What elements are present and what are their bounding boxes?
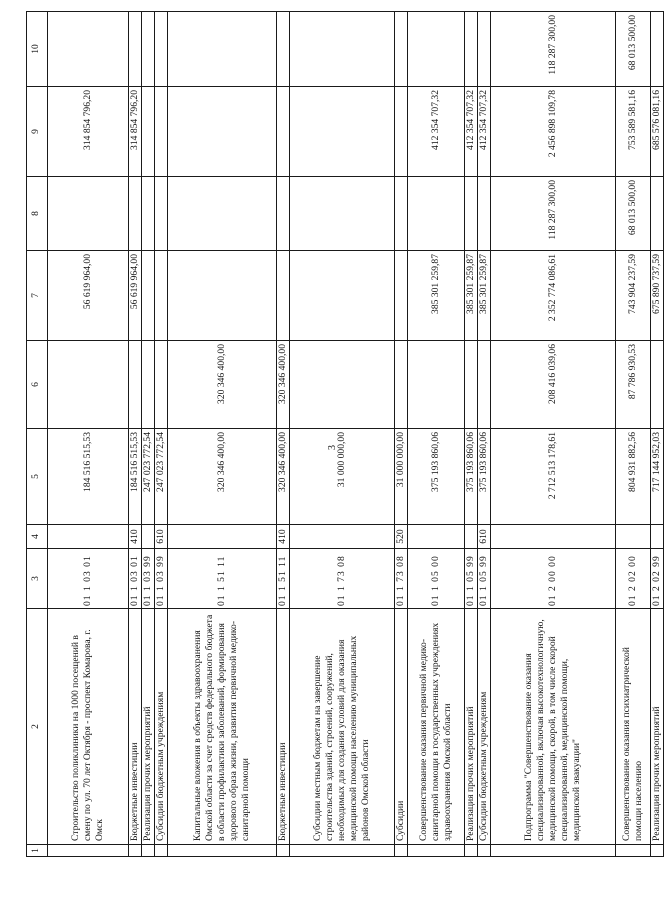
row-value-col7: 385 301 259,87 (477, 251, 490, 341)
row-value-col7 (154, 251, 167, 341)
row-name-cell: Подпрограмма "Совершенствование оказания специализированной, включая высокотехнологичную, медицинской помощи, скорой, в том числе скорой специализированной, медицинской помощи, медицинской эвакуации" (490, 609, 615, 845)
row-name-cell: Субсидии бюджетным учреждениям (477, 609, 490, 845)
row-code-cell: 01 1 03 01 (129, 549, 142, 609)
row-value-col7 (394, 251, 407, 341)
row-code-cell: 01 1 03 99 (141, 549, 154, 609)
row-value-col10 (650, 12, 663, 87)
row-value-col8 (48, 177, 129, 251)
row-value-col9 (141, 87, 154, 177)
row-value-col6 (650, 341, 663, 429)
row-value-col8 (394, 177, 407, 251)
header-cell-3: 3 (27, 549, 48, 609)
row-index-cell (289, 845, 394, 857)
row-value-col8 (141, 177, 154, 251)
header-row (27, 12, 48, 857)
row-value-col10: 68 013 500,00 (615, 12, 650, 87)
table-row (615, 12, 650, 857)
row-code-cell: 01 1 73 08 (394, 549, 407, 609)
row-value-col6: 87 786 930,53 (615, 341, 650, 429)
table-row (650, 12, 663, 857)
header-cell-7: 7 (27, 251, 48, 341)
table-row (129, 12, 142, 857)
row-index-cell (129, 845, 142, 857)
row-kind-cell (48, 525, 129, 549)
row-value-col8 (129, 177, 142, 251)
row-code-cell: 01 2 02 99 (650, 549, 663, 609)
row-name-cell: Бюджетные инвестиции (129, 609, 142, 845)
table-row (407, 12, 464, 857)
row-name-cell: Реализация прочих мероприятий (464, 609, 477, 845)
row-value-col7: 675 890 737,59 (650, 251, 663, 341)
row-value-col9: 412 354 707,32 (477, 87, 490, 177)
row-value-col6 (48, 341, 129, 429)
row-kind-cell (141, 525, 154, 549)
row-value-col6 (289, 341, 394, 429)
row-code-cell: 01 1 03 01 (48, 549, 129, 609)
row-code-cell: 01 1 51 11 (167, 549, 276, 609)
row-index-cell (464, 845, 477, 857)
row-value-col6 (477, 341, 490, 429)
row-value-col10 (141, 12, 154, 87)
row-value-col6 (141, 341, 154, 429)
row-value-col8 (276, 177, 289, 251)
row-index-cell (407, 845, 464, 857)
table-row (167, 12, 276, 857)
row-value-col8: 68 013 500,00 (615, 177, 650, 251)
row-kind-cell (490, 525, 615, 549)
row-value-col7: 56 619 964,00 (48, 251, 129, 341)
row-value-col10 (129, 12, 142, 87)
row-value-col8 (154, 177, 167, 251)
row-value-col5: 247 023 772,54 (141, 429, 154, 525)
row-value-col8: 118 287 300,00 (490, 177, 615, 251)
row-value-col5: 247 023 772,54 (154, 429, 167, 525)
row-code-cell: 01 2 00 00 (490, 549, 615, 609)
row-value-col9: 314 854 796,20 (129, 87, 142, 177)
header-cell-9: 9 (27, 87, 48, 177)
row-index-cell (48, 845, 129, 857)
row-value-col10 (464, 12, 477, 87)
row-value-col6: 320 346 400,00 (167, 341, 276, 429)
row-index-cell (490, 845, 615, 857)
row-value-col6: 208 416 039,06 (490, 341, 615, 429)
row-name-cell: Совершенствование оказания первичной медико-санитарной помощи в государственных учреждениях здравоохранения Омской области (407, 609, 464, 845)
table-row (48, 12, 129, 857)
row-value-col5: 375 193 860,06 (407, 429, 464, 525)
header-cell-4: 4 (27, 525, 48, 549)
budget-table (26, 11, 664, 857)
table-row (289, 12, 394, 857)
row-kind-cell: 410 (129, 525, 142, 549)
row-value-col10: 118 287 300,00 (490, 12, 615, 87)
row-name-cell: Бюджетные инвестиции (276, 609, 289, 845)
row-value-col7: 2 352 774 086,61 (490, 251, 615, 341)
row-code-cell: 01 1 05 00 (407, 549, 464, 609)
row-index-cell (167, 845, 276, 857)
row-kind-cell: 410 (276, 525, 289, 549)
row-value-col7 (167, 251, 276, 341)
table-row (394, 12, 407, 857)
row-value-col8 (407, 177, 464, 251)
row-value-col9 (289, 87, 394, 177)
row-value-col9 (394, 87, 407, 177)
row-value-col8 (477, 177, 490, 251)
row-value-col9 (167, 87, 276, 177)
rotated-table-container (26, 12, 662, 857)
row-value-col5: 804 931 882,56 (615, 429, 650, 525)
row-name-cell: Реализация прочих мероприятий (650, 609, 663, 845)
row-value-col7: 56 619 964,00 (129, 251, 142, 341)
row-value-col10 (289, 12, 394, 87)
row-value-col5: 31 000 000,00 (394, 429, 407, 525)
row-value-col7 (276, 251, 289, 341)
row-kind-cell (289, 525, 394, 549)
row-value-col9: 2 456 898 109,78 (490, 87, 615, 177)
row-value-col10 (407, 12, 464, 87)
row-value-col10 (477, 12, 490, 87)
header-cell-5: 5 (27, 429, 48, 525)
row-code-cell: 01 1 73 08 (289, 549, 394, 609)
header-cell-6: 6 (27, 341, 48, 429)
row-name-cell: Субсидии бюджетным учреждениям (154, 609, 167, 845)
row-value-col10 (394, 12, 407, 87)
header-cell-1: 1 (27, 845, 48, 857)
row-value-col9: 412 354 707,32 (464, 87, 477, 177)
row-kind-cell: 610 (477, 525, 490, 549)
row-value-col9: 314 854 796,20 (48, 87, 129, 177)
row-value-col5: 717 144 952,03 (650, 429, 663, 525)
row-value-col5: 184 516 515,53 (129, 429, 142, 525)
row-name-cell: Субсидии местным бюджетам на завершение строительства зданий, строений, сооружений, необходимых для создания условий для оказания медицинской помощи населению муниципальных районов Омской области (289, 609, 394, 845)
row-value-col9 (154, 87, 167, 177)
row-value-col6: 320 346 400,00 (276, 341, 289, 429)
row-code-cell: 01 1 03 99 (154, 549, 167, 609)
row-kind-cell: 610 (154, 525, 167, 549)
row-kind-cell (464, 525, 477, 549)
row-value-col10 (48, 12, 129, 87)
row-value-col9: 412 354 707,32 (407, 87, 464, 177)
row-value-col7 (289, 251, 394, 341)
header-cell-2: 2 (27, 609, 48, 845)
row-index-cell (154, 845, 167, 857)
row-name-cell: Строительство поликлиники на 1000 посещений в смену по ул. 70 лет Октября - проспект Комарова, г. Омск (48, 609, 129, 845)
document-sheet (26, 12, 662, 857)
table-row (477, 12, 490, 857)
row-value-col7: 385 301 259,87 (464, 251, 477, 341)
row-value-col6 (407, 341, 464, 429)
row-value-col9: 685 576 081,16 (650, 87, 663, 177)
row-code-cell: 01 1 51 11 (276, 549, 289, 609)
table-row (464, 12, 477, 857)
table-row (141, 12, 154, 857)
row-value-col6 (464, 341, 477, 429)
row-kind-cell (167, 525, 276, 549)
row-value-col6 (129, 341, 142, 429)
row-kind-cell (407, 525, 464, 549)
row-value-col5: 184 516 515,53 (48, 429, 129, 525)
row-name-cell: Совершенствование оказания психиатрической помощи населению (615, 609, 650, 845)
row-code-cell: 01 1 05 99 (477, 549, 490, 609)
row-kind-cell: 520 (394, 525, 407, 549)
row-value-col5: 320 346 400,00 (276, 429, 289, 525)
row-value-col5: 375 193 860,06 (477, 429, 490, 525)
table-row (154, 12, 167, 857)
row-value-col10 (167, 12, 276, 87)
row-index-cell (394, 845, 407, 857)
row-code-cell: 01 1 05 99 (464, 549, 477, 609)
page-number: 3 (327, 445, 338, 450)
row-value-col7 (141, 251, 154, 341)
row-value-col5: 320 346 400,00 (167, 429, 276, 525)
row-value-col7: 743 904 237,59 (615, 251, 650, 341)
row-index-cell (477, 845, 490, 857)
row-index-cell (141, 845, 154, 857)
row-value-col8 (167, 177, 276, 251)
table-row (276, 12, 289, 857)
table-row (490, 12, 615, 857)
row-value-col6 (154, 341, 167, 429)
row-kind-cell (615, 525, 650, 549)
row-value-col10 (154, 12, 167, 87)
row-kind-cell (650, 525, 663, 549)
row-name-cell: Субсидии (394, 609, 407, 845)
header-cell-8: 8 (27, 177, 48, 251)
row-value-col7: 385 301 259,87 (407, 251, 464, 341)
row-name-cell: Капитальные вложения в объекты здравоохранения Омской области за счет средств федерального бюджета в области профилактики заболеваний, формирования здорового образа жизни, развития первичной медико-санитарной помощи (167, 609, 276, 845)
row-index-cell (615, 845, 650, 857)
header-cell-10: 10 (27, 12, 48, 87)
row-index-cell (650, 845, 663, 857)
row-index-cell (276, 845, 289, 857)
row-value-col6 (394, 341, 407, 429)
row-code-cell: 01 2 02 00 (615, 549, 650, 609)
row-value-col5: 375 193 860,06 (464, 429, 477, 525)
row-value-col5: 2 712 513 178,61 (490, 429, 615, 525)
row-value-col9: 753 589 581,16 (615, 87, 650, 177)
row-value-col8 (650, 177, 663, 251)
row-value-col8 (464, 177, 477, 251)
row-value-col9 (276, 87, 289, 177)
row-value-col5: 31 000 000,00 (289, 429, 394, 525)
row-name-cell: Реализация прочих мероприятий (141, 609, 154, 845)
row-value-col8 (289, 177, 394, 251)
row-value-col10 (276, 12, 289, 87)
